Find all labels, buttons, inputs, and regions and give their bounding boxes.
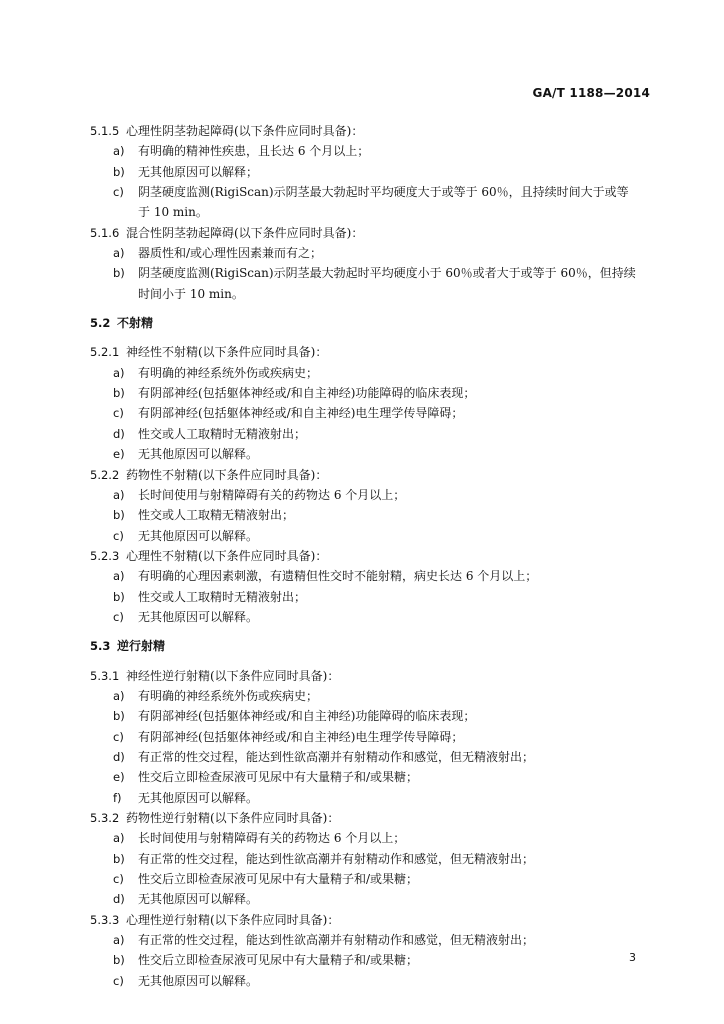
list-item-text: 有明确的神经系统外伤或疾病史； xyxy=(138,365,319,380)
clause-title: 神经性逆行射精(以下条件应同时具备)： xyxy=(126,668,340,683)
list-item-label: a) xyxy=(113,246,125,261)
list-item xyxy=(0,607,724,627)
list-item-label: a) xyxy=(113,144,125,159)
list-item xyxy=(0,889,724,909)
list-item-text: 无其他原因可以解释。 xyxy=(138,609,259,624)
list-item-text: 有明确的神经系统外伤或疾病史； xyxy=(138,688,319,703)
list-item-text: 无其他原因可以解释。 xyxy=(138,790,259,805)
list-item-label: c) xyxy=(113,973,124,988)
list-item-text: 阴茎硬度监测(RigiScan)示阴茎最大勃起时平均硬度大于或等于 60％，且持续时间大于或等 xyxy=(138,185,629,200)
list-item-text: 性交后立即检查尿液可见尿中有大量精子和/或果糖； xyxy=(138,770,419,785)
list-item-label: b) xyxy=(113,953,125,968)
list-item xyxy=(0,141,724,161)
clause-heading xyxy=(0,465,724,485)
list-item-label: c) xyxy=(113,872,124,887)
list-item-text: 器质性和/或心理性因素兼而有之； xyxy=(138,246,323,261)
list-item-label: c) xyxy=(113,185,124,200)
list-item-label: b) xyxy=(113,164,125,179)
clause-heading xyxy=(0,910,724,930)
list-item xyxy=(0,706,724,726)
clause-number: 5.3 xyxy=(90,639,111,654)
list-item-label: b) xyxy=(113,589,125,604)
list-item xyxy=(0,243,724,263)
list-item-label: d) xyxy=(113,426,125,441)
list-item xyxy=(0,930,724,950)
list-item xyxy=(0,566,724,586)
list-item-text: 性交或人工取精时无精液射出； xyxy=(138,589,307,604)
list-item-label: d) xyxy=(113,749,125,764)
list-item xyxy=(0,162,724,182)
clause-number: 5.3.3 xyxy=(90,912,120,927)
section-gap xyxy=(0,657,724,666)
list-item-label: b) xyxy=(113,266,125,281)
list-item xyxy=(0,950,724,970)
list-item-label: b) xyxy=(113,851,125,866)
list-item-text: 长时间使用与射精障碍有关的药物达 6 个月以上； xyxy=(138,831,406,846)
list-item-text: 性交后立即检查尿液可见尿中有大量精子和/或果糖； xyxy=(138,872,419,887)
clause-number: 5.3.2 xyxy=(90,811,120,825)
clause-number: 5.2.3 xyxy=(90,548,120,563)
list-item-text: 无其他原因可以解释； xyxy=(138,164,259,179)
clause-number: 5.2 xyxy=(90,316,111,331)
list-item-label: a) xyxy=(113,365,125,380)
list-item-label: a) xyxy=(113,569,125,584)
clause-title: 混合性阴茎勃起障碍(以下条件应同时具备)： xyxy=(126,225,364,240)
clause-heading xyxy=(0,808,724,828)
list-item-text: 有阴部神经(包括躯体神经或/和自主神经)电生理学传导障碍； xyxy=(138,406,464,421)
list-item xyxy=(0,383,724,403)
list-item xyxy=(0,526,724,546)
section-gap xyxy=(0,333,724,342)
list-item-text: 无其他原因可以解释。 xyxy=(138,528,259,543)
list-item xyxy=(0,747,724,767)
list-item xyxy=(0,828,724,848)
clause-title: 心理性阴茎勃起障碍(以下条件应同时具备)： xyxy=(126,124,364,138)
clause-number: 5.1.5 xyxy=(90,124,120,138)
list-item-text: 阴茎硬度监测(RigiScan)示阴茎最大勃起时平均硬度小于 60％或者大于或等于 60％，但持续 xyxy=(138,266,636,281)
list-item-text: 长时间使用与射精障碍有关的药物达 6 个月以上； xyxy=(138,487,406,502)
clause-title: 心理性不射精(以下条件应同时具备)： xyxy=(126,548,328,563)
section-heading xyxy=(0,636,724,656)
clause-title: 心理性逆行射精(以下条件应同时具备)： xyxy=(126,912,340,927)
clause-heading xyxy=(0,342,724,362)
section-gap xyxy=(0,627,724,636)
list-item-label: a) xyxy=(113,487,125,502)
list-item-label: e) xyxy=(113,447,125,462)
list-item-label: b) xyxy=(113,386,125,401)
list-item xyxy=(0,182,724,202)
list-item-text: 有阴部神经(包括躯体神经或/和自主神经)功能障碍的临床表现； xyxy=(138,386,476,401)
list-item xyxy=(0,263,724,283)
list-item xyxy=(0,363,724,383)
list-item-label: d) xyxy=(113,892,125,907)
list-item-text: 无其他原因可以解释。 xyxy=(138,892,259,907)
clause-heading xyxy=(0,223,724,243)
list-item-label: b) xyxy=(113,508,125,523)
list-item-text: 无其他原因可以解释。 xyxy=(138,447,259,462)
section-heading xyxy=(0,313,724,333)
list-item xyxy=(0,788,724,808)
list-item xyxy=(0,686,724,706)
list-item-text: 有阴部神经(包括躯体神经或/和自主神经)功能障碍的临床表现； xyxy=(138,709,476,724)
list-item xyxy=(0,869,724,889)
list-item xyxy=(0,971,724,991)
list-item-text: 有正常的性交过程，能达到性欲高潮并有射精动作和感觉，但无精液射出； xyxy=(138,933,535,948)
clause-title: 逆行射精 xyxy=(117,639,166,654)
list-item-continuation xyxy=(0,284,724,304)
list-item xyxy=(0,444,724,464)
list-item-label: c) xyxy=(113,406,124,421)
section-gap xyxy=(0,304,724,313)
clause-number: 5.2.2 xyxy=(90,467,120,482)
clause-title: 神经性不射精(以下条件应同时具备)： xyxy=(126,345,328,360)
list-item-label: c) xyxy=(113,609,124,624)
list-item xyxy=(0,849,724,869)
list-item-text: 有明确的心理因素刺激，有遗精但性交时不能射精，病史长达 6 个月以上； xyxy=(138,569,538,584)
list-item-text: 有正常的性交过程，能达到性欲高潮并有射精动作和感觉，但无精液射出； xyxy=(138,749,535,764)
list-item xyxy=(0,403,724,423)
list-item-label: f) xyxy=(113,790,122,805)
list-item-label: c) xyxy=(113,729,124,744)
list-item xyxy=(0,485,724,505)
list-item-label: a) xyxy=(113,688,125,703)
list-item-label: a) xyxy=(113,831,125,846)
page-number: 3 xyxy=(629,951,636,964)
standard-code-header: GA/T 1188—2014 xyxy=(532,86,650,100)
list-item-text: 有明确的精神性疾患，且长达 6 个月以上； xyxy=(138,144,370,159)
document-body xyxy=(0,121,724,991)
clause-number: 5.3.1 xyxy=(90,668,120,683)
clause-title: 不射精 xyxy=(117,316,154,331)
list-item-text: 有正常的性交过程，能达到性欲高潮并有射精动作和感觉，但无精液射出； xyxy=(138,851,535,866)
list-item xyxy=(0,587,724,607)
list-item-label: c) xyxy=(113,528,124,543)
clause-number: 5.2.1 xyxy=(90,345,120,360)
list-item-text: 于 10 min。 xyxy=(138,205,208,220)
list-item-text: 无其他原因可以解释。 xyxy=(138,973,259,988)
list-item-label: b) xyxy=(113,709,125,724)
list-item-label: e) xyxy=(113,770,125,785)
list-item-continuation xyxy=(0,202,724,222)
clause-number: 5.1.6 xyxy=(90,225,120,240)
clause-title: 药物性逆行射精(以下条件应同时具备)： xyxy=(126,811,340,825)
clause-heading xyxy=(0,121,724,141)
list-item-text: 有阴部神经(包括躯体神经或/和自主神经)电生理学传导障碍； xyxy=(138,729,464,744)
clause-heading xyxy=(0,546,724,566)
list-item-label: a) xyxy=(113,933,125,948)
list-item xyxy=(0,505,724,525)
list-item xyxy=(0,424,724,444)
list-item xyxy=(0,727,724,747)
clause-title: 药物性不射精(以下条件应同时具备)： xyxy=(126,467,328,482)
list-item-text: 性交或人工取精无精液射出； xyxy=(138,508,295,523)
list-item-text: 时间小于 10 min。 xyxy=(138,286,244,301)
clause-heading xyxy=(0,666,724,686)
list-item-text: 性交后立即检查尿液可见尿中有大量精子和/或果糖； xyxy=(138,953,419,968)
list-item-text: 性交或人工取精时无精液射出； xyxy=(138,426,307,441)
list-item xyxy=(0,767,724,787)
